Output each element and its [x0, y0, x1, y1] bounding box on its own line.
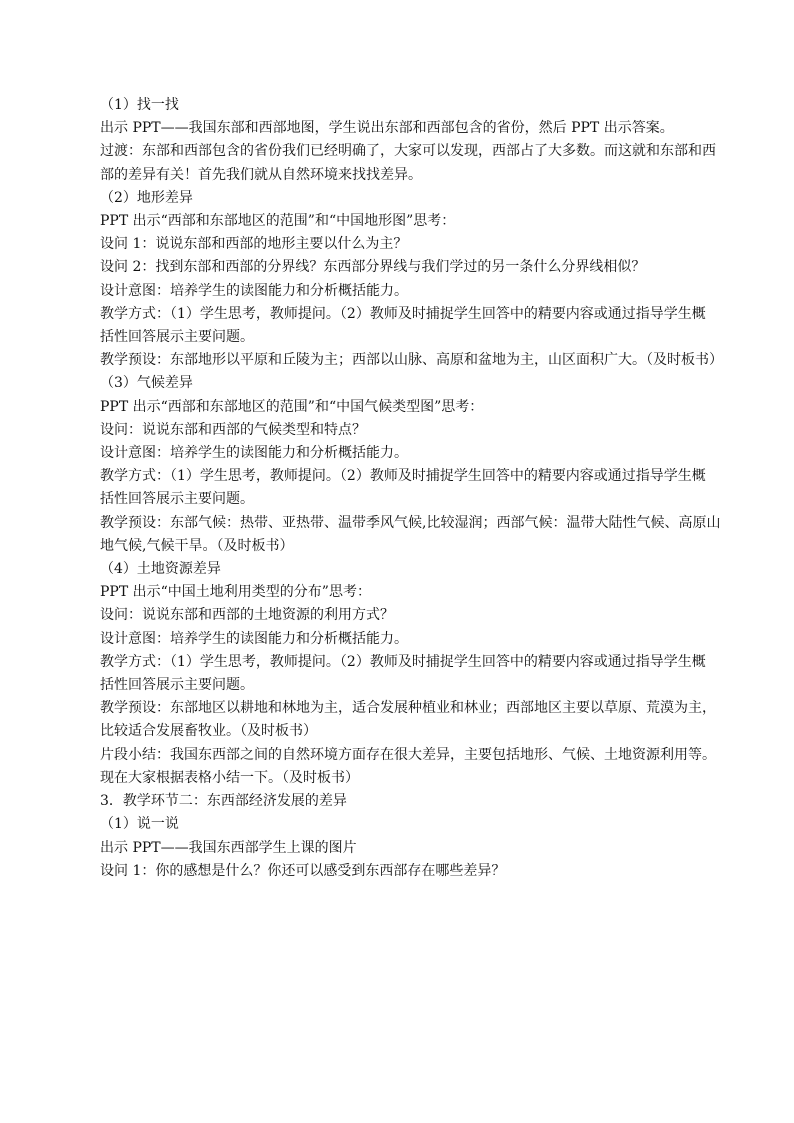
paragraph-line: 设问：说说东部和西部的气候类型和特点？	[100, 421, 366, 438]
subheading-find: （1）找一找	[100, 97, 179, 113]
paragraph-line: PPT 出示“西部和东部地区的范围”和“中国地形图”思考：	[100, 213, 456, 230]
subheading-terrain: （2）地形差异	[100, 189, 193, 206]
paragraph-line: 出示 PPT——我国东部和西部地图，学生说出东部和西部包含的省份，然后 PPT 出示答案。	[100, 120, 674, 137]
paragraph-line: 教学预设：东部地形以平原和丘陵为主；西部以山脉、高原和盆地为主，山区面积广大。（及时板书）	[100, 352, 723, 369]
paragraph-line: 设计意图：培养学生的读图能力和分析概括能力。	[100, 282, 408, 299]
section-heading: 3．教学环节二：东西部经济发展的差异	[100, 793, 347, 810]
paragraph-line: 设计意图：培养学生的读图能力和分析概括能力。	[100, 445, 408, 462]
paragraph-line: PPT 出示“西部和东部地区的范围”和“中国气候类型图”思考：	[100, 398, 484, 415]
paragraph-line: 教学方式：（1）学生思考，教师提问。（2）教师及时捕捉学生回答中的精要内容或通过指导学生概	[100, 305, 706, 322]
paragraph-line: 括性回答展示主要问题。	[100, 329, 254, 346]
subheading-land-resources: （4）土地资源差异	[100, 561, 221, 578]
paragraph-line: 设问 2：找到东部和西部的分界线？东西部分界线与我们学过的另一条什么分界线相似？	[100, 259, 646, 276]
paragraph-line: 设问：说说东部和西部的土地资源的利用方式？	[100, 607, 394, 624]
paragraph-line: 部的差异有关！首先我们就从自然环境来找找差异。	[100, 166, 422, 183]
paragraph-line: 比较适合发展畜牧业。（及时板书）	[100, 723, 317, 740]
subheading-talk: （1）说一说	[100, 816, 179, 833]
paragraph-line: 教学方式：（1）学生思考，教师提问。（2）教师及时捕捉学生回答中的精要内容或通过指导学生概	[100, 653, 706, 670]
paragraph-line: 过渡：东部和西部包含的省份我们已经明确了，大家可以发现，西部占了大多数。而这就和东部和西	[100, 143, 716, 160]
subheading-climate: （3）气候差异	[100, 375, 193, 392]
paragraph-line: 括性回答展示主要问题。	[100, 491, 254, 508]
paragraph-line: 教学预设：东部地区以耕地和林地为主，适合发展种植业和林业；西部地区主要以草原、荒漠为主，	[100, 700, 716, 717]
paragraph-line: 教学预设：东部气候：热带、亚热带、温带季风气候,比较湿润；西部气候：温带大陆性气候、高原山	[100, 514, 721, 531]
paragraph-line: 片段小结：我国东西部之间的自然环境方面存在很大差异，主要包括地形、气候、土地资源利用等。	[100, 746, 716, 763]
paragraph-line: 出示 PPT——我国东西部学生上课的图片	[100, 839, 357, 856]
paragraph-line: 现在大家根据表格小结一下。（及时板书）	[100, 769, 359, 786]
paragraph-line: 教学方式：（1）学生思考，教师提问。（2）教师及时捕捉学生回答中的精要内容或通过指导学生概	[100, 468, 706, 485]
paragraph-line: 设计意图：培养学生的读图能力和分析概括能力。	[100, 630, 408, 647]
paragraph-line: 地气候,气候干旱。（及时板书）	[100, 537, 294, 554]
paragraph-line: 括性回答展示主要问题。	[100, 677, 254, 694]
paragraph-line: 设问 1：你的感想是什么？你还可以感受到东西部存在哪些差异？	[100, 862, 506, 879]
document-body	[100, 94, 732, 883]
paragraph-line: 设问 1：说说东部和西部的地形主要以什么为主？	[100, 236, 408, 253]
paragraph-line: PPT 出示“中国土地利用类型的分布”思考：	[100, 584, 371, 601]
